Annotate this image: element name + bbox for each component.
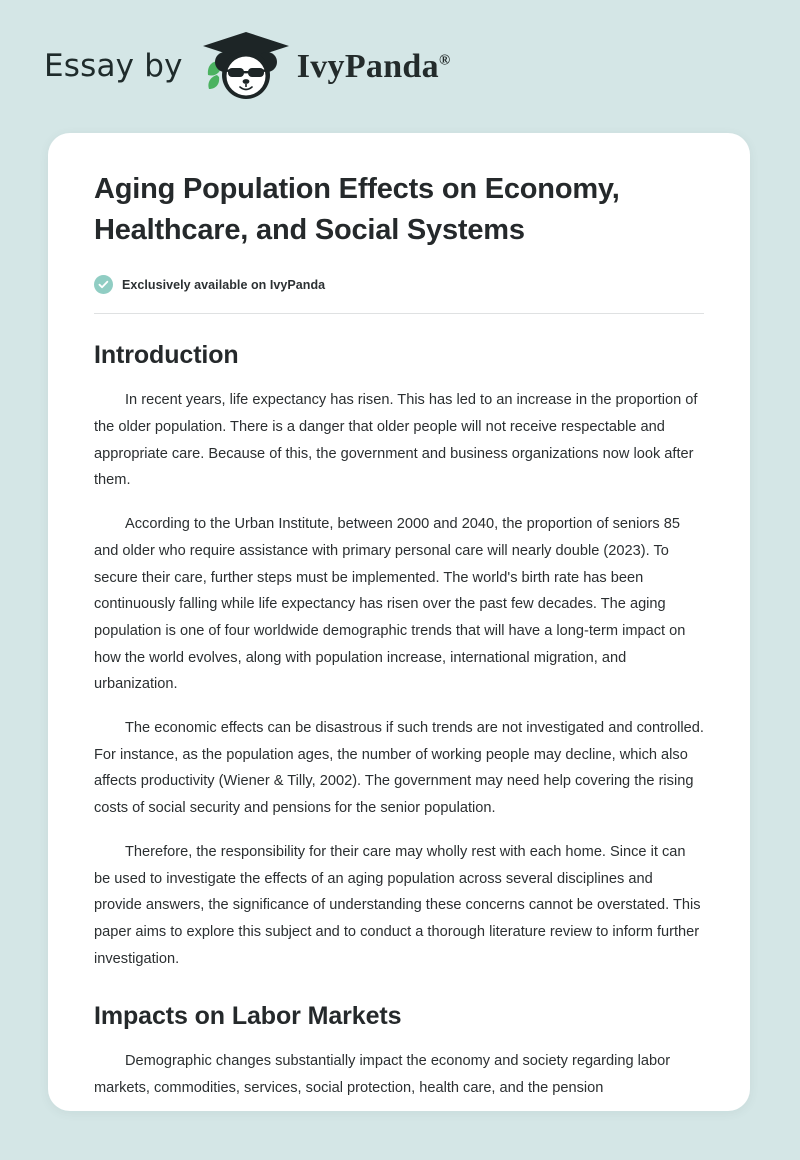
paragraph: Therefore, the responsibility for their care may wholly rest with each home. Since it can be used to investigate the effects of an aging population across several disciplines and provide answers, the significance of understanding these concerns cannot be overstated. This paper aims to explore this subject and to conduct a thorough literature review to inform further investigation. <box>94 843 701 967</box>
paper-content <box>48 133 750 1102</box>
paragraph: Demographic changes substantially impact the economy and society regarding labor markets, commodities, services, social protection, health care, and the pension <box>94 1053 671 1097</box>
exclusive-availability-badge <box>94 275 704 294</box>
section-heading-introduction: Introduction <box>94 341 239 370</box>
brand-name-word: IvyPanda <box>296 47 439 85</box>
page-title: Aging Population Effects on Economy, Healthcare, and Social Systems <box>94 173 620 247</box>
panda-graduate-logo-icon <box>197 29 295 101</box>
ivypanda-logo[interactable] <box>197 33 451 101</box>
essay-by-label: Essay by <box>44 48 183 84</box>
checkmark-glyph <box>98 279 109 290</box>
essay-paper-card <box>48 133 750 1111</box>
brand-header <box>0 0 800 133</box>
exclusive-badge-label: Exclusively available on IvyPanda <box>122 277 326 292</box>
registered-trademark-mark: ® <box>438 52 451 69</box>
header-divider <box>94 313 704 314</box>
paragraph: According to the Urban Institute, between 2000 and 2040, the proportion of seniors 85 and older who require assistance with primary personal care will nearly double (2023). To secure their care, further steps must be implemented. The world's birth rate has been continuously falling while life expectancy has risen over the past few decades. The aging population is one of four worldwide demographic trends that will have a long-term impact on how the world evolves, along with population increase, international migration, and urbanization. <box>94 516 686 693</box>
brand-name-text <box>296 47 451 85</box>
check-circle-icon <box>94 275 113 294</box>
section-heading-impacts-on-labor-markets: Impacts on Labor Markets <box>94 1002 402 1031</box>
paragraph: In recent years, life expectancy has risen. This has led to an increase in the proportion of the older population. There is a danger that older people will not receive respectable and appropriate care. Because of this, the government and business organizations now look after them. <box>94 392 698 489</box>
paragraph: The economic effects can be disastrous if such trends are not investigated and controlled. For instance, as the population ages, the number of working people may decline, which also affects productivity (Wiener & Tilly, 2002). The government may need help covering the rising costs of social security and pensions for the senior population. <box>94 720 704 817</box>
